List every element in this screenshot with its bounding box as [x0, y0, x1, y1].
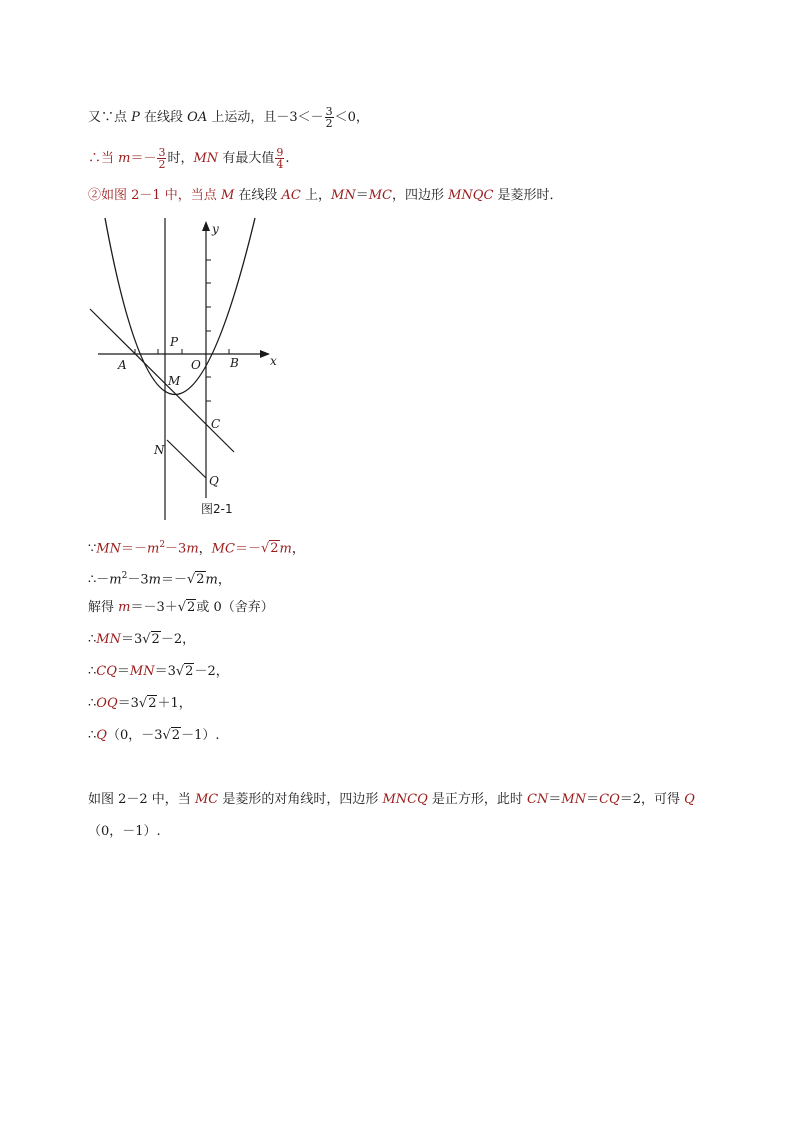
- text: ＝－: [130, 151, 157, 166]
- text: ，: [217, 572, 231, 588]
- text-line-9: [88, 694, 192, 714]
- text: ，四边形: [391, 188, 449, 203]
- text: ＝: [548, 792, 562, 807]
- fraction-denominator: 4: [276, 158, 284, 171]
- paragraph-line-2: [88, 822, 161, 842]
- text: ∴: [88, 632, 97, 647]
- var-mn: MN: [96, 632, 121, 647]
- var-ac: AC: [281, 188, 301, 203]
- var-mc: MC: [368, 188, 392, 203]
- x-ticks: [135, 349, 229, 354]
- radicand: 2: [196, 572, 205, 588]
- text: 是正方形，此时: [427, 792, 528, 807]
- text-line-7: [88, 630, 195, 650]
- text: 又∵点: [88, 110, 132, 125]
- text: 上运动，且－3＜－: [207, 110, 324, 125]
- segment-nq: [167, 440, 206, 478]
- label-p: P: [170, 335, 179, 349]
- paragraph-line-1: [88, 790, 695, 810]
- text: ∵: [88, 541, 97, 557]
- text: ∴: [88, 664, 97, 679]
- text: ＋1，: [157, 696, 192, 711]
- fraction: [325, 106, 334, 129]
- text: －2，: [160, 632, 196, 647]
- label-b: B: [230, 356, 239, 370]
- var-mc: MC: [194, 792, 219, 807]
- text: ＝3: [154, 664, 176, 679]
- text: ∴当: [88, 151, 119, 166]
- text: ，: [291, 541, 305, 557]
- text: ＝－: [160, 572, 187, 588]
- text: 上，: [300, 188, 332, 203]
- var-m: m: [205, 572, 218, 588]
- fraction-denominator: 2: [325, 117, 333, 130]
- text: ＝3: [120, 632, 143, 647]
- text: ＝－: [120, 541, 147, 557]
- exponent: 2: [159, 540, 166, 550]
- label-y: y: [212, 222, 219, 236]
- fraction: [275, 147, 284, 170]
- text-line-3: [88, 186, 563, 206]
- var-mn: MN: [561, 792, 587, 807]
- sqrt: √2: [138, 696, 157, 711]
- figure-caption: 图2-1: [201, 502, 233, 516]
- text: ＝－: [234, 541, 261, 557]
- radicand: 2: [187, 600, 196, 615]
- var-mnqc: MNQC: [448, 188, 494, 203]
- text: .: [285, 151, 290, 166]
- text: 或 0（舍弃）: [196, 600, 274, 615]
- text: ＝3: [117, 696, 139, 711]
- sqrt: √2: [260, 541, 279, 557]
- text: 在线段: [234, 188, 282, 203]
- sqrt: √2: [177, 600, 196, 615]
- var-mn: MN: [96, 541, 121, 557]
- sqrt: √2: [186, 572, 205, 588]
- var-p: P: [131, 110, 140, 125]
- label-x: x: [270, 354, 277, 368]
- text: ，: [198, 541, 212, 557]
- fraction: [157, 147, 166, 170]
- text-line-6: [88, 598, 274, 618]
- y-axis-arrow: [202, 221, 210, 231]
- var-cq: CQ: [96, 664, 117, 679]
- var-q: Q: [96, 728, 107, 743]
- text: 是菱形的对角线时，四边形: [218, 792, 383, 807]
- fraction-numerator: 3: [158, 146, 166, 159]
- text: 是菱形时．: [493, 188, 563, 203]
- label-m: M: [168, 374, 181, 388]
- var-m: m: [109, 572, 122, 588]
- var-m: M: [220, 188, 235, 203]
- text-line-1: [88, 106, 369, 129]
- fraction-denominator: 2: [158, 158, 166, 171]
- radicand: 2: [270, 541, 279, 557]
- text-line-4: [88, 535, 305, 559]
- text: （0，－1）.: [88, 824, 161, 839]
- radicand: 2: [148, 696, 157, 711]
- text-line-10: [88, 726, 219, 746]
- text: －3: [127, 572, 149, 588]
- var-m: m: [279, 541, 292, 557]
- text: ②如图 2－1 中，当点: [88, 188, 221, 203]
- var-cn: CN: [527, 792, 549, 807]
- text: ∴: [88, 696, 97, 711]
- var-mn: MN: [331, 188, 356, 203]
- sqrt: √2: [142, 632, 160, 647]
- var-m: m: [118, 600, 131, 615]
- x-axis-arrow: [260, 350, 270, 358]
- fraction-numerator: 3: [325, 105, 333, 118]
- text: ＝: [355, 188, 369, 203]
- radicand: 2: [171, 728, 181, 743]
- text-line-8: [88, 662, 229, 682]
- var-cq: CQ: [599, 792, 620, 807]
- var-mc: MC: [211, 541, 235, 557]
- label-n: N: [154, 443, 165, 457]
- label-o: O: [191, 358, 201, 372]
- text: ∴－: [88, 572, 110, 588]
- radicand: 2: [151, 632, 160, 647]
- text-line-5: [88, 566, 231, 590]
- text: －2，: [194, 664, 229, 679]
- sqrt: √2: [162, 728, 181, 743]
- label-a: A: [118, 358, 127, 372]
- radicand: 2: [185, 664, 194, 679]
- text: 时，: [167, 151, 194, 166]
- var-oa: OA: [187, 110, 208, 125]
- figure-2-1: [88, 213, 288, 523]
- text: （0，－3: [106, 728, 163, 743]
- var-oq: OQ: [96, 696, 118, 711]
- text: 在线段: [139, 110, 188, 125]
- y-ticks: [206, 260, 211, 401]
- text: ＝: [116, 664, 130, 679]
- text: 解得: [88, 600, 119, 615]
- text: 如图 2－2 中，当: [88, 792, 195, 807]
- var-m: m: [186, 541, 199, 557]
- fraction-numerator: 9: [276, 146, 284, 159]
- text-line-2: [88, 147, 289, 170]
- label-c: C: [211, 417, 221, 431]
- label-q: Q: [209, 474, 219, 488]
- text: －1）.: [181, 728, 220, 743]
- text: 有最大值: [218, 151, 275, 166]
- var-mn: MN: [193, 151, 219, 166]
- var-mncq: MNCQ: [382, 792, 428, 807]
- var-m: m: [118, 151, 131, 166]
- text: ∴: [88, 728, 97, 743]
- var-mn: MN: [129, 664, 155, 679]
- text: ＝－3＋: [130, 600, 178, 615]
- var-q: Q: [684, 792, 695, 807]
- var-m: m: [146, 541, 160, 557]
- sqrt: √2: [175, 664, 194, 679]
- text: －3: [165, 541, 187, 557]
- text: ＜0，: [334, 110, 369, 125]
- exponent: 2: [121, 571, 128, 581]
- text: ＝: [586, 792, 600, 807]
- text: ＝2，可得: [619, 792, 685, 807]
- var-m: m: [148, 572, 161, 588]
